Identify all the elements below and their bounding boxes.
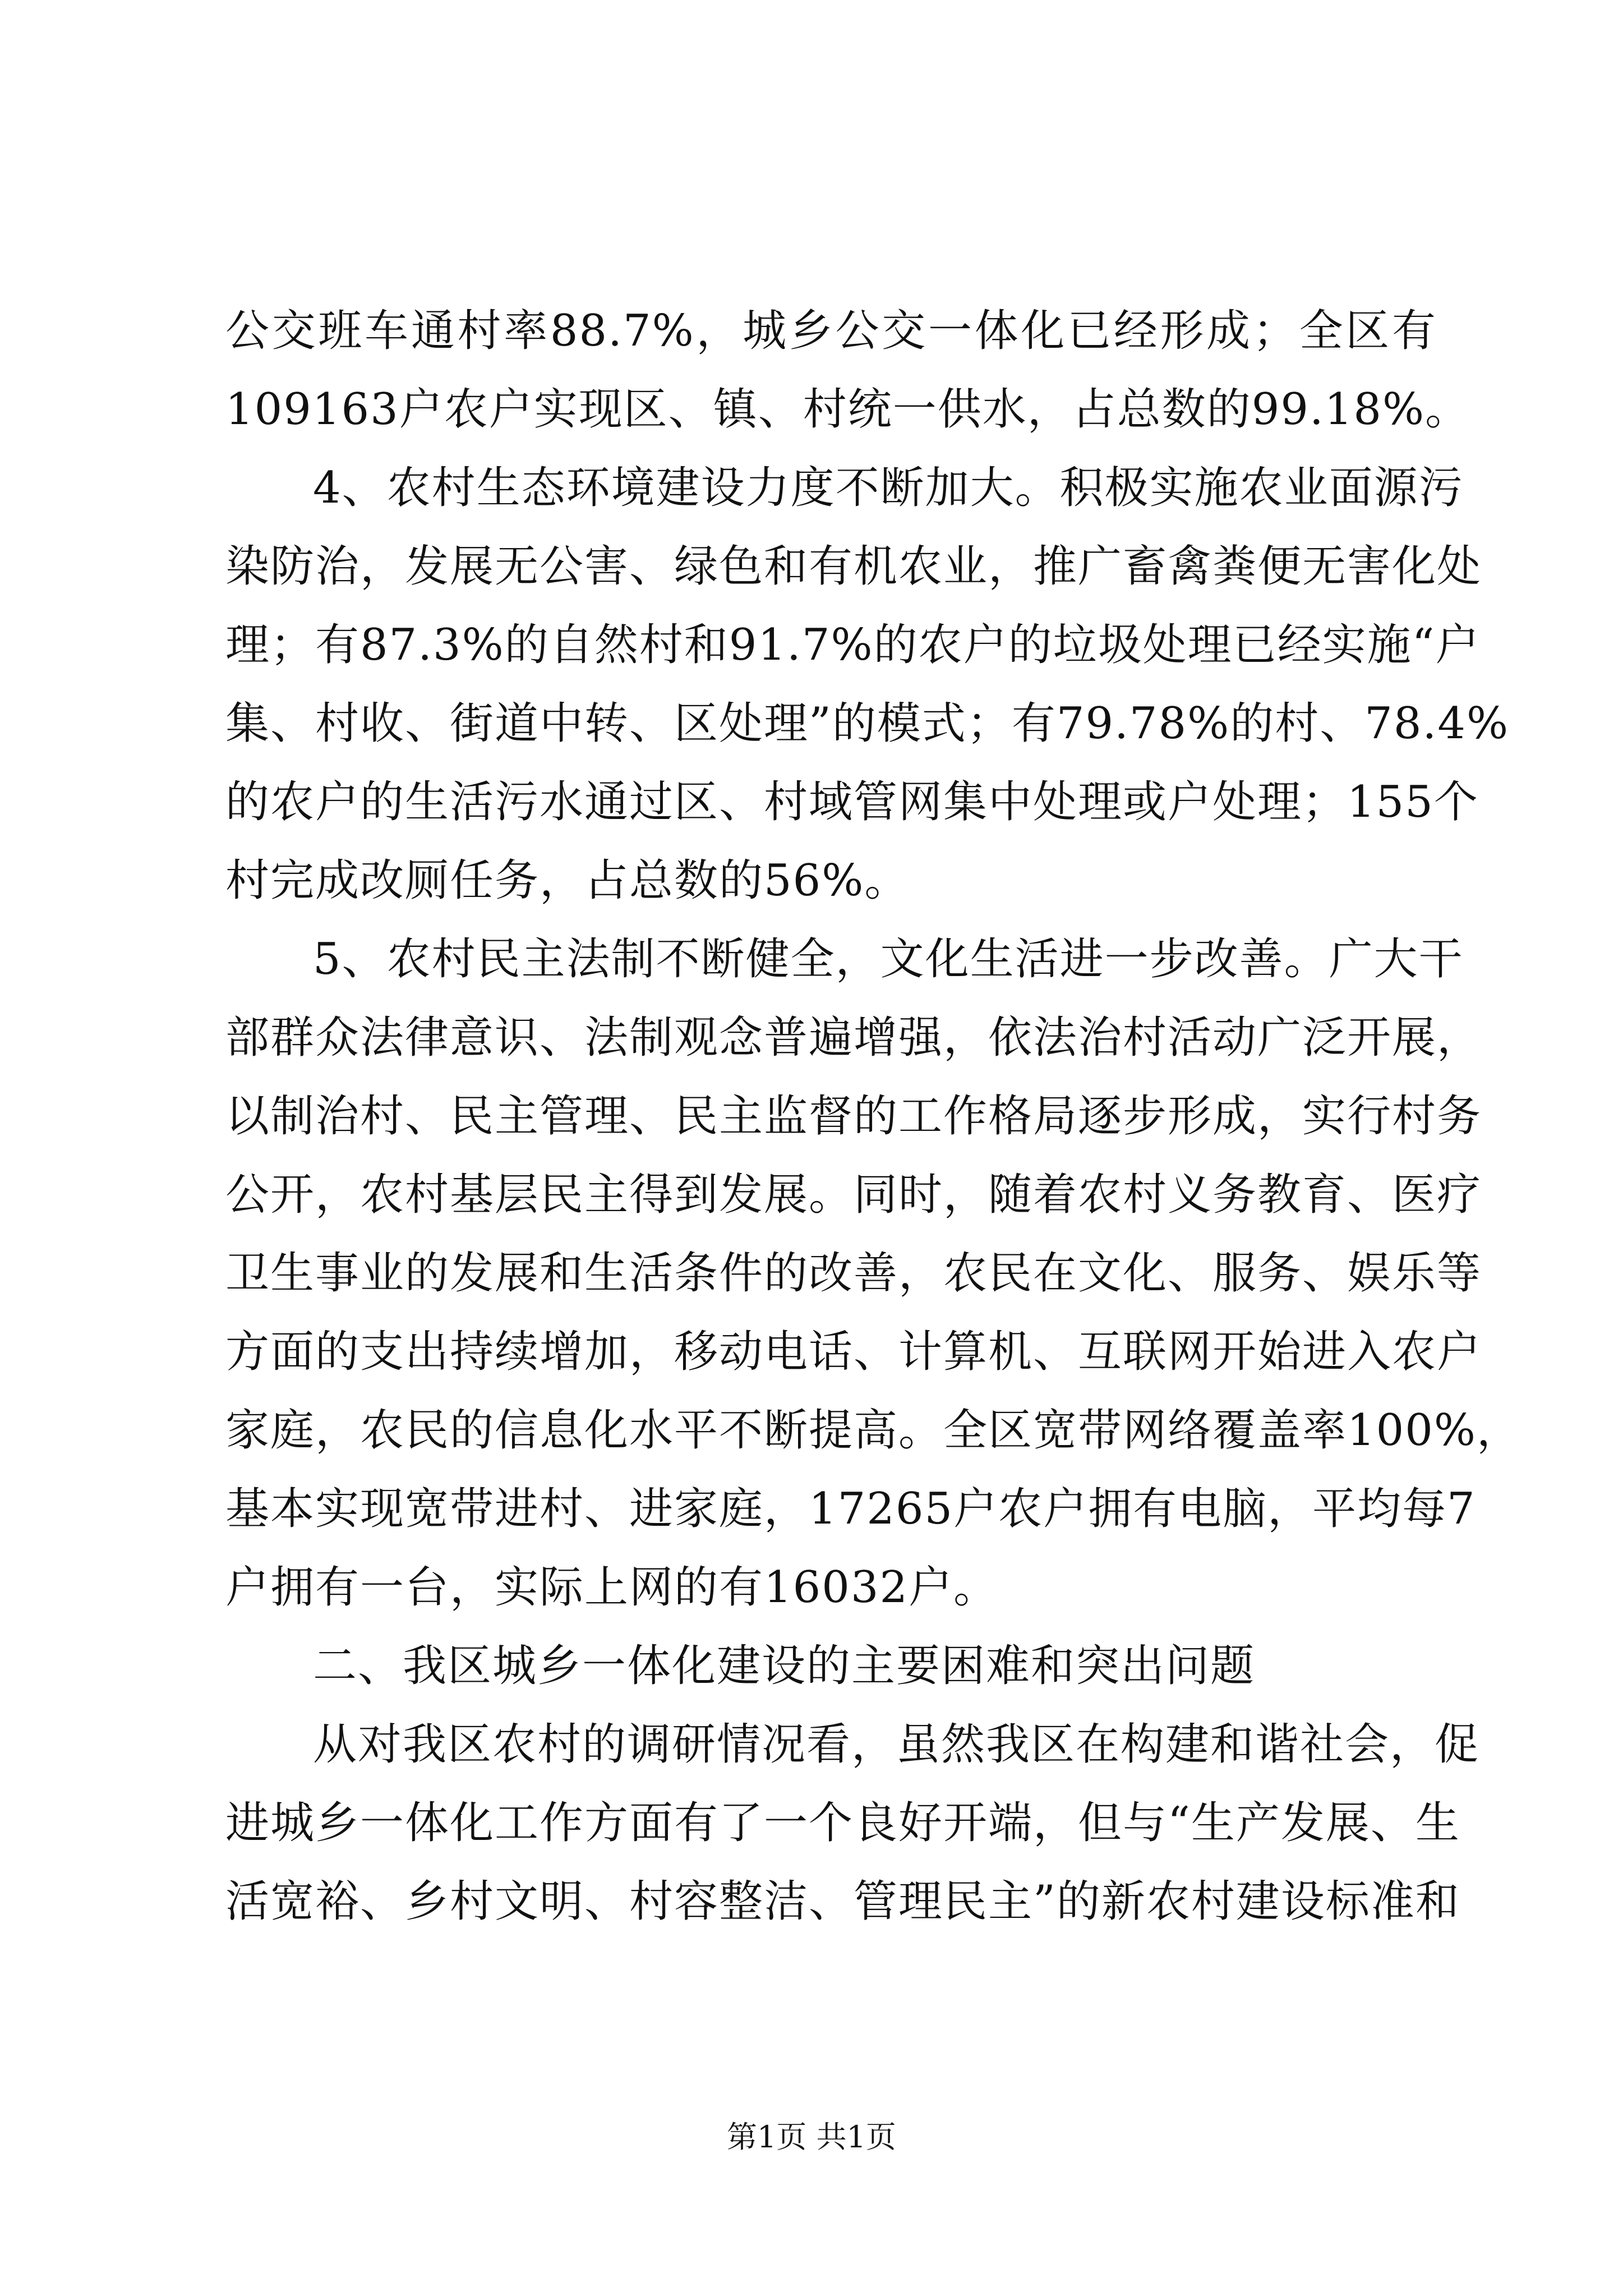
- text-line: 进城乡一体化工作方面有了一个良好开端，但与“生产发展、生: [225, 1798, 1460, 1848]
- text-line: 公交班车通村率88.7%，城乡公交一体化已经形成；全区有: [225, 306, 1437, 356]
- paragraph-start: 从对我区农村的调研情况看，虽然我区在构建和谐社会，促: [313, 1719, 1480, 1770]
- section-heading: 二、我区城乡一体化建设的主要困难和突出问题: [313, 1641, 1256, 1691]
- paragraph-5-start: 5、农村民主法制不断健全，文化生活进一步改善。广大干: [313, 934, 1464, 984]
- page-footer: [0, 2118, 1623, 2157]
- text-line: 染防治，发展无公害、绿色和有机农业，推广畜禽粪便无害化处: [225, 541, 1482, 592]
- page-number: 第1页 共1页: [727, 2119, 896, 2155]
- text-line: 部群众法律意识、法制观念普遍增强，依法治村活动广泛开展，: [225, 1013, 1482, 1063]
- text-line: 家庭，农民的信息化水平不断提高。全区宽带网络覆盖率100%，: [225, 1405, 1521, 1456]
- text-line: 的农户的生活污水通过区、村域管网集中处理或户处理；155个: [225, 777, 1479, 827]
- text-line: 方面的支出持续增加，移动电话、计算机、互联网开始进入农户: [225, 1327, 1482, 1377]
- text-line: 公开，农村基层民主得到发展。同时，随着农村义务教育、医疗: [225, 1170, 1482, 1220]
- text-line: 活宽裕、乡村文明、村容整洁、管理民主”的新农村建设标准和: [225, 1876, 1460, 1927]
- text-line: 理；有87.3%的自然村和91.7%的农户的垃圾处理已经实施“户: [225, 620, 1481, 670]
- paragraph-4-start: 4、农村生态环境建设力度不断加大。积极实施农业面源污: [313, 463, 1464, 513]
- text-line: 村完成改厕任务，占总数的56%。: [225, 855, 910, 906]
- text-line: 109163户农户实现区、镇、村统一供水，占总数的99.18%。: [225, 384, 1470, 435]
- text-line: 户拥有一台，实际上网的有16032户。: [225, 1562, 999, 1613]
- text-line: 卫生事业的发展和生活条件的改善，农民在文化、服务、娱乐等: [225, 1248, 1482, 1299]
- text-line: 基本实现宽带进村、进家庭，17265户农户拥有电脑，平均每7: [225, 1484, 1476, 1534]
- document-body: [225, 292, 1521, 1941]
- text-line: 集、村收、街道中转、区处理”的模式；有79.78%的村、78.4%: [225, 698, 1510, 749]
- text-line: 以制治村、民主管理、民主监督的工作格局逐步形成，实行村务: [225, 1091, 1482, 1142]
